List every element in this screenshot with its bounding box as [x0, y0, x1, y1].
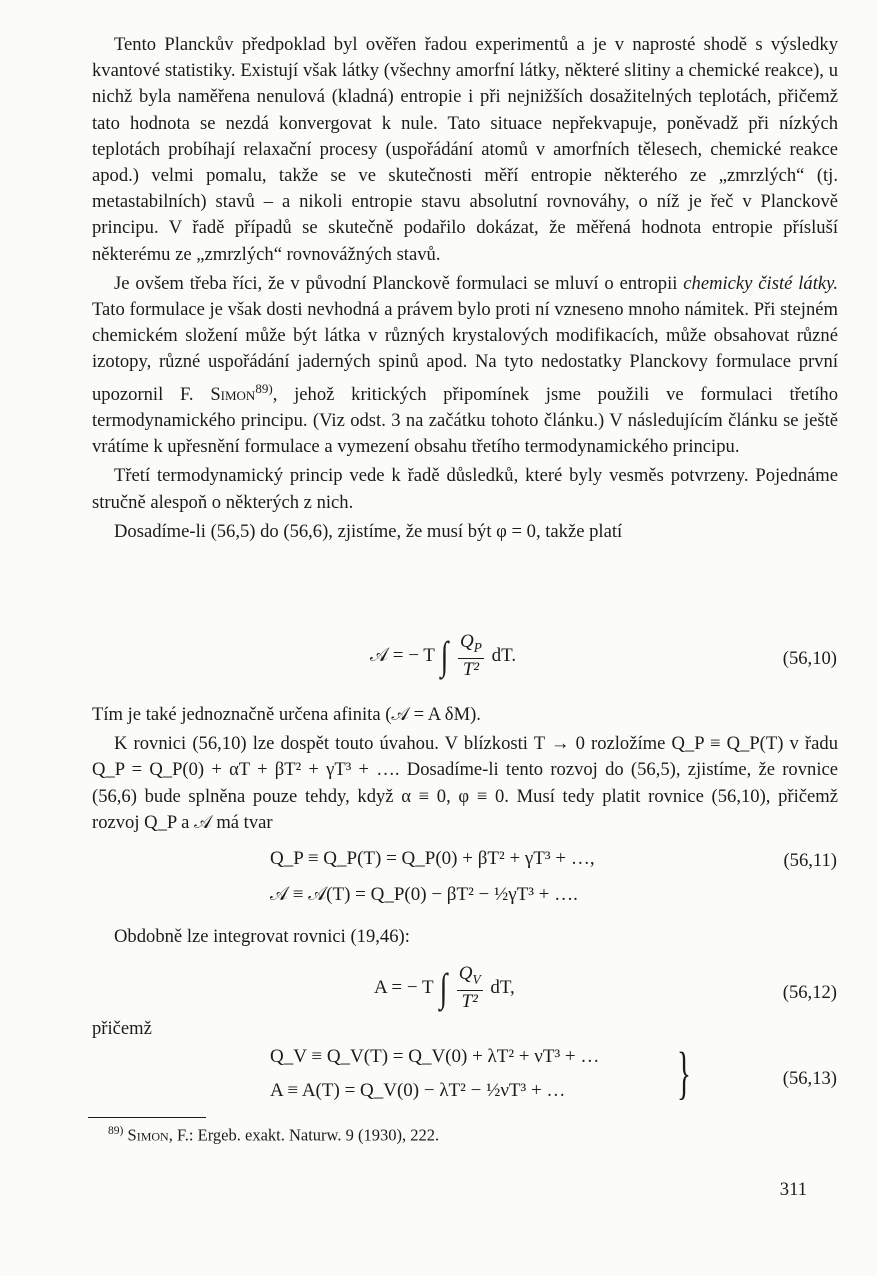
equation-lhs: 𝒜 = − T [370, 644, 435, 666]
integral-sign: ∫ [439, 965, 448, 1011]
equation-rhs: dT. [491, 644, 517, 666]
paragraph-whereby: přičemž [92, 1018, 152, 1039]
denominator: T² [461, 990, 478, 1012]
paragraph-substitution: Dosadíme-li (56,5) do (56,6), zjistíme, že musí být φ = 0, takže platí [114, 520, 623, 542]
paragraph-expansion: K rovnici (56,10) lze dospět touto úvahou. V blízkosti T → 0 rozložíme Q_P ≡ Q_P(T) v řadu Q_P = Q_P(0) + αT + βT² + γT³ + …. Dosadíme-li tento rozvoj do (56,5), zjistíme, že rovnice (56,6) bude splněna pouze tehdy, když α ≡ 0, φ ≡ 0. Musí tedy platit rovnice (56,10), přičemž rozvoj Q_P a 𝒜 má tvar [92, 733, 838, 833]
equation-56-10 [370, 632, 516, 681]
text-block-whereby [92, 1016, 838, 1042]
footnote-reference: 89) [255, 380, 273, 396]
equation-56-12 [374, 964, 515, 1013]
fraction [458, 632, 484, 681]
footnote-author: Simon, F.: [127, 1125, 194, 1145]
text-span: Tato formulace je však dosti nevhodná a právem bylo proti ní vzneseno mnoho námitek. Při stejném chemickém složení může být látka v různých krystalových modifikacích, může obsahovat různé izotopy, různé uspořádání jaderných spinů apod. Na tyto nedostatky Planckovy formulace první upozornil F. [92, 299, 838, 405]
integral-sign: ∫ [440, 633, 449, 679]
numerator-subscript: V [472, 971, 481, 987]
page-number: 311 [779, 1179, 807, 1200]
footnote-divider [88, 1117, 206, 1118]
equation-label-56-12: (56,12) [782, 982, 837, 1003]
footnote-text: Ergeb. exakt. Naturw. 9 (1930), 222. [193, 1125, 440, 1145]
equation-56-11-line-2: 𝒜 ≡ 𝒜(T) = Q_P(0) − βT² − ½γT³ + …. [270, 884, 578, 905]
italic-phrase: chemicky čisté látky. [683, 272, 838, 294]
equation-label-56-11: (56,11) [783, 850, 837, 871]
equation-label-56-13: (56,13) [782, 1068, 837, 1089]
equation-56-11-line-1: Q_P ≡ Q_P(T) = Q_P(0) + βT² + γT³ + …, [270, 848, 595, 869]
fraction [457, 964, 483, 1013]
equation-label-56-10: (56,10) [782, 648, 837, 669]
paragraph-consequences: Třetí termodynamický princip vede k řadě důsledků, které byly vesměs potvrzeny. Pojednáme stručně alespoň o některých z nich. [92, 465, 838, 513]
text-span: , jehož kritických připomínek jsme použili ve formulaci třetího termodynamického principu. (Viz odst. 3 na začátku tohoto článku.) V následujícím článku se ještě vrátíme k upřesnění formulace a vymezení obsahu třetího termodynamického principu. [92, 383, 838, 458]
right-brace-symbol: } [676, 1040, 691, 1105]
text-block-integrate [92, 924, 838, 950]
paragraph-chemically-pure [92, 271, 838, 461]
equation-rhs: dT, [490, 976, 515, 998]
paragraph-integrate: Obdobně lze integrovat rovnici (19,46): [114, 926, 410, 947]
author-name: Simon [210, 383, 256, 405]
footnote-mark: 89) [108, 1125, 124, 1137]
text-span: Je ovšem třeba říci, že v původní Planckově formulaci se mluví o entropii [114, 272, 684, 294]
equation-lhs: A = − T [374, 976, 434, 998]
numerator: Q [458, 963, 473, 984]
paragraph-affinity: Tím je také jednoznačně určena afinita (𝒜 = A δM). [92, 704, 481, 725]
equation-56-13-line-1: Q_V ≡ Q_V(T) = Q_V(0) + λT² + νT³ + … [270, 1046, 600, 1067]
text-block-middle [92, 702, 838, 836]
denominator: T² [462, 658, 480, 680]
equation-56-13-line-2: A ≡ A(T) = Q_V(0) − λT² − ½νT³ + … [270, 1080, 566, 1101]
text-block-top [92, 32, 838, 545]
footnote [108, 1125, 439, 1146]
numerator: Q [460, 631, 474, 652]
numerator-subscript: P [473, 639, 482, 655]
paragraph-planck-hypothesis: Tento Planckův předpoklad byl ověřen řadou experimentů a je v naprosté shodě s výsledky kvantové statistiky. Existují však látky (všechny amorfní látky, některé slitiny a chemické reakce), u nichž byla naměřena nenulová (kladná) entropie i při nejnižších dosažitelných teplotách, přičemž tato hodnota se nezdá konvergovat k nule. Tato situace nepřekvapuje, poněvadž při nízkých teplotách probíhají relaxační procesy (uspořádání atomů v amorfních tělesech, chemické reakce apod.) velmi pomalu, takže se ve skutečnosti měří entropie některého ze „zmrzlých“ (tj. metastabilních) stavů – a nikoli entropie stavu absolutní rovnováhy, o níž je řeč v Planckově principu. V řadě případů se skutečně podařilo dokázat, že měřená hodnota entropie přísluší některému ze „zmrzlých“ rovnovážných stavů. [92, 34, 838, 265]
